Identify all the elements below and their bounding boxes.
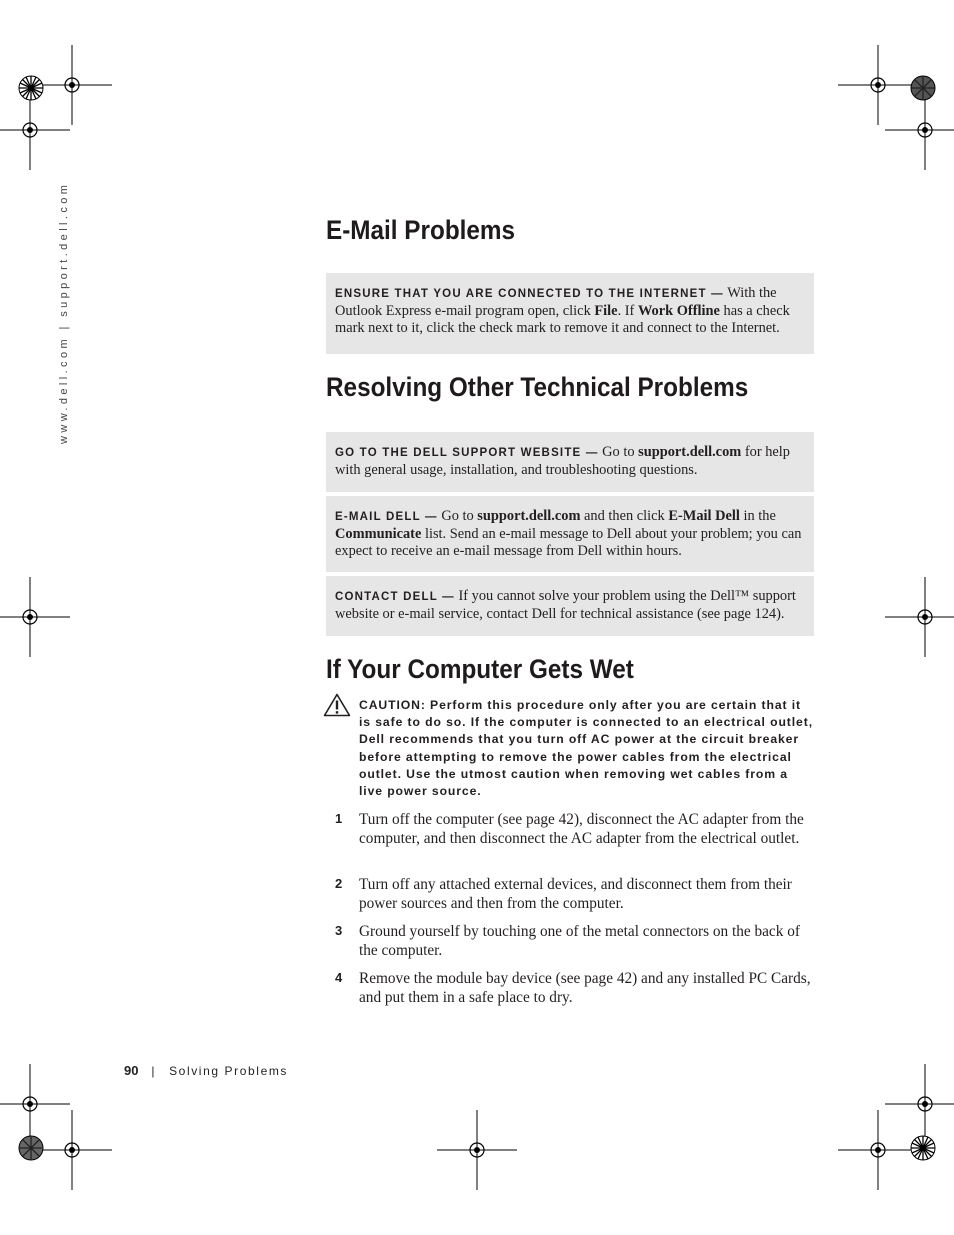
step-text: Remove the module bay device (see page 42) and any installed PC Cards, and put them in a safe place to dry. (359, 970, 811, 1006)
step-number: 4 (335, 970, 343, 985)
step-text: Turn off any attached external devices, and disconnect them from their power sources and then from the computer. (359, 876, 792, 912)
tip-box-email-dell: E-MAIL DELL — Go to support.dell.com and then click E-Mail Dell in the Communicate list. Send an e-mail message to Dell about your problem; you can expect to receive an e-mail message from Dell within hours. (326, 496, 814, 572)
tip-lead: CONTACT DELL — (335, 591, 455, 603)
registration-mark-icon (32, 1110, 112, 1190)
list-item (335, 875, 815, 913)
list-item (335, 969, 815, 1007)
page-footer (124, 1063, 288, 1078)
step-number: 2 (335, 876, 343, 891)
registration-mark-icon (0, 90, 70, 170)
list-item (335, 922, 815, 960)
support-url: support.dell.com (477, 508, 581, 524)
tip-lead: E-MAIL DELL — (335, 511, 438, 523)
chapter-title: Solving Problems (169, 1064, 289, 1078)
tip-lead: GO TO THE DELL SUPPORT WEBSITE — (335, 447, 599, 459)
section-title-email: E-Mail Problems (326, 215, 516, 245)
step-number: 3 (335, 923, 343, 938)
print-star-target-icon (18, 75, 44, 101)
caution-triangle-icon (323, 693, 351, 717)
step-text: Ground yourself by touching one of the metal connectors on the back of the computer. (359, 923, 800, 959)
email-dell-label: E-Mail Dell (668, 508, 740, 524)
registration-mark-icon (838, 1110, 918, 1190)
communicate-label: Communicate (335, 526, 422, 542)
support-url: support.dell.com (638, 444, 742, 460)
step-text: Turn off the computer (see page 42), disconnect the AC adapter from the computer, and then disconnect the AC adapter from the electrical outlet. (359, 811, 804, 847)
page-number: 90 (124, 1063, 139, 1078)
print-star-target-icon (18, 1135, 44, 1161)
caution-text: CAUTION: Perform this procedure only after you are certain that it is safe to do so. If the computer is connected to an electrical outlet, Dell recommends that you turn off AC power at the circuit breaker before attempting to remove the power cables from the electrical outlet. Use the utmost caution when removing wet cables from a live power source. (359, 698, 813, 799)
list-item (335, 810, 815, 848)
tip-box-contact-dell: CONTACT DELL — If you cannot solve your problem using the Dell™ support website or e-mail service, contact Dell for technical assistance (see page 124). (326, 576, 814, 636)
work-offline-label: Work Offline (637, 303, 720, 319)
footer-separator: | (151, 1064, 157, 1078)
print-star-target-icon (910, 75, 936, 101)
registration-mark-icon (885, 577, 954, 657)
print-star-target-icon (910, 1135, 936, 1161)
tip-lead: ENSURE THAT YOU ARE CONNECTED TO THE INTERNET — (335, 288, 724, 300)
side-url-text: www.dell.com | support.dell.com (58, 181, 70, 444)
tip-box-ensure-connected: ENSURE THAT YOU ARE CONNECTED TO THE INTERNET — With the Outlook Express e-mail program open, click File. If Work Offline has a check mark next to it, click the check mark to remove it and connect to the Internet. (326, 273, 814, 354)
registration-mark-icon (0, 577, 70, 657)
tip-box-support-website: GO TO THE DELL SUPPORT WEBSITE — Go to support.dell.com for help with general usage, installation, and troubleshooting questions. (326, 432, 814, 492)
registration-mark-icon (885, 90, 954, 170)
menu-file-label: File (594, 303, 618, 319)
registration-mark-icon (437, 1110, 517, 1190)
step-number: 1 (335, 811, 343, 826)
section-title-resolving: Resolving Other Technical Problems (326, 372, 749, 402)
section-title-wet: If Your Computer Gets Wet (326, 654, 634, 684)
